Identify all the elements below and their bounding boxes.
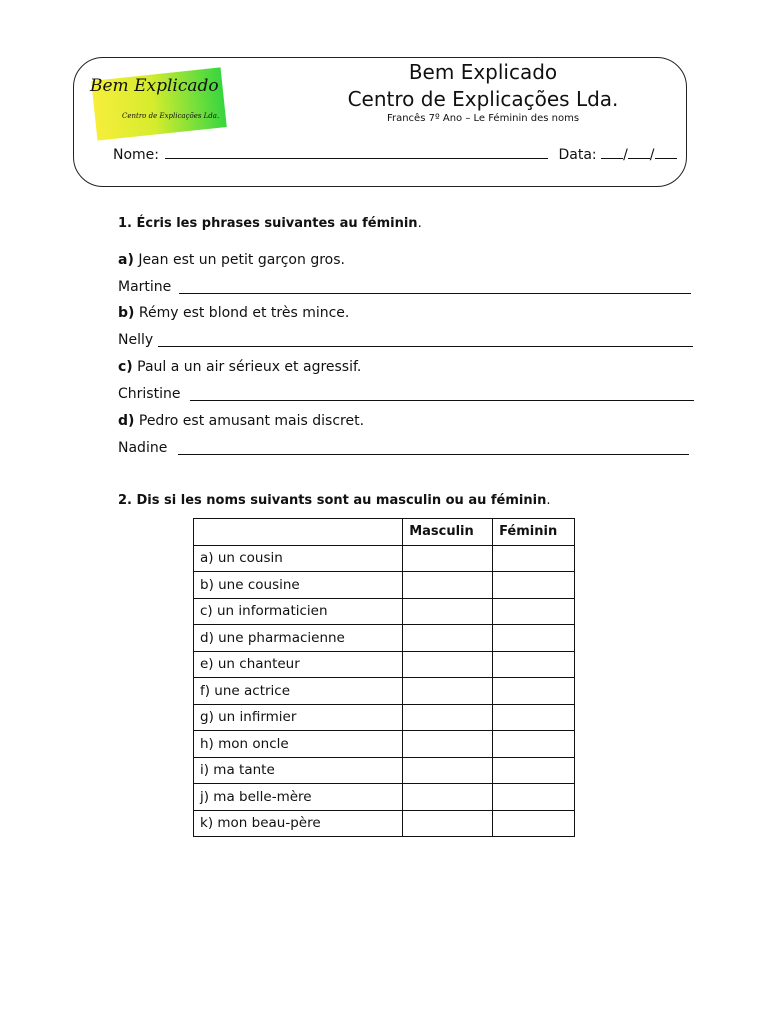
masculin-cell[interactable]: [403, 572, 493, 599]
feminin-cell[interactable]: [493, 784, 575, 811]
feminin-cell[interactable]: [493, 625, 575, 652]
date-day-field[interactable]: [601, 145, 623, 159]
name-date-row: Nome: Data: / /: [113, 145, 677, 163]
table-row: [194, 810, 575, 837]
feminin-cell[interactable]: [493, 651, 575, 678]
feminin-cell[interactable]: [493, 598, 575, 625]
date-month-field[interactable]: [628, 145, 650, 159]
noun-cell: k) mon beau-père: [194, 810, 403, 837]
date-label: Data:: [558, 147, 597, 163]
noun-cell: e) un chanteur: [194, 651, 403, 678]
noun-cell: c) un informaticien: [194, 598, 403, 625]
q1-name-d: Nadine: [118, 440, 168, 456]
masculin-cell[interactable]: [403, 757, 493, 784]
logo-subtitle: Centro de Explicações Lda.: [122, 112, 220, 120]
header-subtitle: Francês 7º Ano – Le Féminin des noms: [386, 113, 580, 124]
feminin-cell[interactable]: [493, 757, 575, 784]
header-title: Bem Explicado: [408, 60, 558, 84]
q1-answer-a[interactable]: [179, 293, 691, 294]
question-2-title: 2. Dis si les noms suivants sont au masculin ou au féminin.: [118, 493, 551, 508]
noun-cell: b) une cousine: [194, 572, 403, 599]
noun-cell: i) ma tante: [194, 757, 403, 784]
name-field[interactable]: [165, 145, 548, 159]
q1-sentence-d: d) Pedro est amusant mais discret.: [118, 413, 365, 429]
table-row: [194, 704, 575, 731]
feminin-cell[interactable]: [493, 678, 575, 705]
table-row: [194, 572, 575, 599]
name-label: Nome:: [113, 147, 160, 163]
noun-cell: a) un cousin: [194, 545, 403, 572]
header-feminin: Féminin: [493, 519, 575, 546]
noun-cell: j) ma belle-mère: [194, 784, 403, 811]
q1-name-a: Martine: [118, 279, 172, 295]
table-row: [194, 757, 575, 784]
date-year-field[interactable]: [655, 145, 677, 159]
q1-sentence-b: b) Rémy est blond et très mince.: [118, 305, 350, 321]
table-row: [194, 545, 575, 572]
q1-answer-d[interactable]: [178, 454, 689, 455]
q1-sentence-a: a) Jean est un petit garçon gros.: [118, 252, 345, 268]
masculin-cell[interactable]: [403, 598, 493, 625]
logo-title: Bem Explicado: [90, 76, 219, 96]
question-1-title: 1. Écris les phrases suivantes au féminin.: [118, 216, 422, 231]
header-noun: [194, 519, 403, 546]
feminin-cell[interactable]: [493, 545, 575, 572]
noun-cell: h) mon oncle: [194, 731, 403, 758]
q1-sentence-c: c) Paul a un air sérieux et agressif.: [118, 359, 362, 375]
logo: [86, 70, 231, 146]
noun-cell: g) un infirmier: [194, 704, 403, 731]
masculin-cell[interactable]: [403, 678, 493, 705]
masculin-cell[interactable]: [403, 810, 493, 837]
q1-answer-b[interactable]: [158, 346, 693, 347]
masculin-cell[interactable]: [403, 704, 493, 731]
feminin-cell[interactable]: [493, 704, 575, 731]
noun-cell: d) une pharmacienne: [194, 625, 403, 652]
header-masculin: Masculin: [403, 519, 493, 546]
gender-table: [193, 518, 575, 837]
table-row: [194, 784, 575, 811]
masculin-cell[interactable]: [403, 625, 493, 652]
header-company: Centro de Explicações Lda.: [347, 87, 619, 111]
masculin-cell[interactable]: [403, 651, 493, 678]
feminin-cell[interactable]: [493, 572, 575, 599]
feminin-cell[interactable]: [493, 810, 575, 837]
q1-answer-c[interactable]: [190, 400, 694, 401]
q1-name-c: Christine: [118, 386, 181, 402]
table-row: [194, 731, 575, 758]
noun-cell: f) une actrice: [194, 678, 403, 705]
table-header-row: [194, 519, 575, 546]
table-row: [194, 598, 575, 625]
table-row: [194, 651, 575, 678]
masculin-cell[interactable]: [403, 731, 493, 758]
masculin-cell[interactable]: [403, 784, 493, 811]
q1-name-b: Nelly: [118, 332, 154, 348]
table-row: [194, 625, 575, 652]
masculin-cell[interactable]: [403, 545, 493, 572]
table-row: [194, 678, 575, 705]
feminin-cell[interactable]: [493, 731, 575, 758]
